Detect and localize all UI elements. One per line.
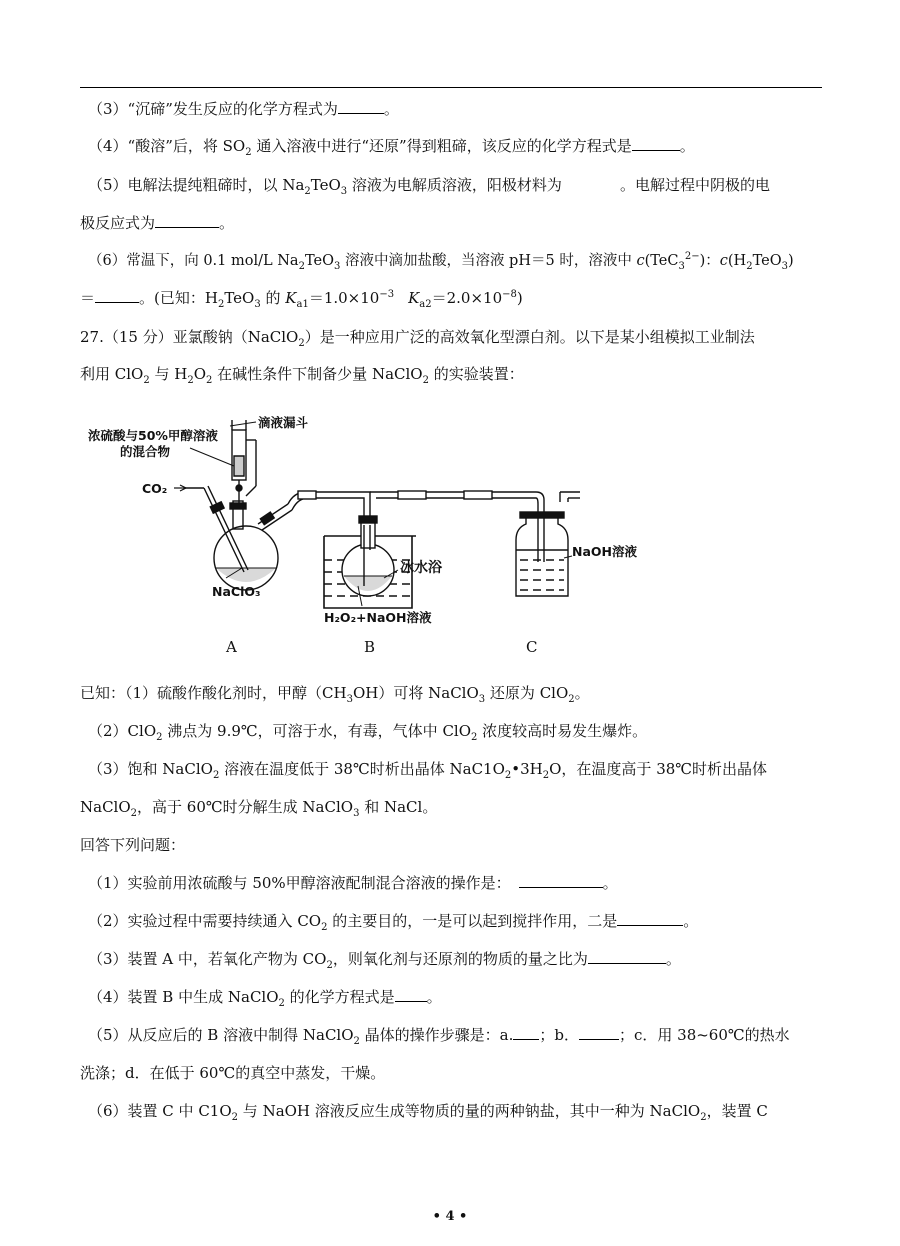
known-3-line-1: （3）饱和 NaClO$_2$ 溶液在温度低于 38℃时析出晶体 $NaC1O_2•3H_2O$，在温度高于 38℃时析出晶体 [88, 760, 768, 781]
question-5-line-2: 极反应式为 。 [80, 214, 235, 232]
question-27-line-1: 27.（15 分）亚氯酸钠（NaClO$_2$）是一种应用广泛的高效氧化型漂白剂。以下是某小组模拟工业制法 [80, 328, 755, 349]
caption-a: A [226, 638, 237, 656]
answer-blank[interactable] [95, 288, 139, 303]
subquestion-2: （2）实验过程中需要持续通入 $CO_2$ 的主要目的，一是可以起到搅拌作用，二是 。 [88, 912, 699, 933]
subquestion-4: （4）装置 B 中生成 NaClO$_2$ 的化学方程式是 。 [88, 988, 442, 1009]
known-2: （2）ClO$_2$ 沸点为 9.9℃，可溶于水，有毒，气体中 ClO$_2$ 浓度较高时易发生爆炸。 [88, 722, 648, 743]
top-rule [80, 87, 822, 88]
subquestion-3: （3）装置 A 中，若氧化产物为 $CO_2$，则氧化剂与还原剂的物质的量之比为 。 [88, 950, 681, 971]
question-6-line-2: ＝ 。(已知：$H_2TeO_3$ 的 $K_{a1}=1.0\times 10^{-3}$ $K_{a2}=2.0\times 10^{-8}$) [80, 289, 523, 310]
question-5-line-1: （5）电解法提纯粗碲时，以 $Na_2TeO_3$ 溶液为电解质溶液，阳极材料为 。电解过程中阴极的电 [88, 176, 770, 197]
answer-blank[interactable] [395, 987, 427, 1002]
connecting-tube-ab [258, 491, 370, 530]
subquestion-1: （1）实验前用浓硫酸与 50%甲醇溶液配制混合溶液的操作是： 。 [88, 874, 618, 892]
answer-heading: 回答下列问题： [80, 836, 186, 854]
question-27-line-2: 利用 ClO$_2$ 与 $H_2O_2$ 在碱性条件下制备少量 NaClO$_2$ 的实验装置： [80, 365, 524, 386]
label-naoh: NaOH溶液 [572, 544, 637, 559]
apparatus-c [516, 512, 568, 596]
dropping-funnel [232, 420, 256, 504]
question-4: （4）“酸溶”后，将 $SO_2$ 通入溶液中进行“还原”得到粗碲，该反应的化学方程式是 。 [88, 137, 695, 158]
connecting-tube-bc [370, 491, 580, 562]
known-1: 已知：（1）硫酸作酸化剂时，甲醇$(CH_3OH)$可将 NaClO$_3$ 还原为 ClO$_2$。 [80, 684, 590, 705]
answer-blank[interactable] [338, 99, 384, 114]
answer-blank[interactable] [579, 1025, 619, 1040]
subquestion-5-line-1: （5）从反应后的 B 溶液中制得 NaClO$_2$ 晶体的操作步骤是：a. ；b． ；c．用 38~60℃的热水 [88, 1026, 790, 1047]
caption-c: C [526, 638, 538, 656]
answer-blank[interactable] [155, 213, 219, 228]
answer-blank[interactable] [617, 911, 683, 926]
answer-blank[interactable] [632, 136, 680, 151]
known-3-line-2: NaClO$_2$，高于 60℃时分解生成 NaClO$_3$ 和 NaCl。 [80, 798, 438, 819]
subquestion-6: （6）装置 C 中 $C1O_2$ 与 NaOH 溶液反应生成等物质的量的两种钠盐，其中一种为 NaClO$_2$，装置 C [88, 1102, 768, 1123]
label-naclo3: NaClO₃ [212, 584, 261, 599]
question-6-line-1: （6）常温下，向 0.1 mol/L $Na_2TeO_3$ 溶液中滴加盐酸，当溶液 pH＝5 时，溶液中 c(TeC$_3^{2-}$)：$c(H_2TeO_3)$ [88, 251, 794, 272]
answer-blank[interactable] [513, 1025, 539, 1040]
subquestion-5-line-2: 洗涤；d．在低于 60℃的真空中蒸发，干燥。 [80, 1064, 386, 1082]
label-h2o2-naoh: H₂O₂+NaOH溶液 [324, 610, 432, 625]
answer-blank[interactable] [588, 949, 666, 964]
answer-blank[interactable] [519, 873, 603, 888]
label-co2: CO₂ [142, 481, 168, 496]
label-mixture-line-1: 浓硫酸与50%甲醇溶液 [88, 428, 218, 443]
label-mixture-line-2: 的混合物 [120, 444, 171, 459]
label-dropping-funnel: 滴液漏斗 [258, 415, 309, 430]
question-3: （3）“沉碲”发生反应的化学方程式为 。 [88, 100, 399, 118]
label-ice-bath: 冰水浴 [400, 560, 442, 576]
page-number: • 4 • [432, 1209, 468, 1224]
caption-b: B [364, 638, 376, 656]
apparatus-figure [80, 400, 640, 670]
